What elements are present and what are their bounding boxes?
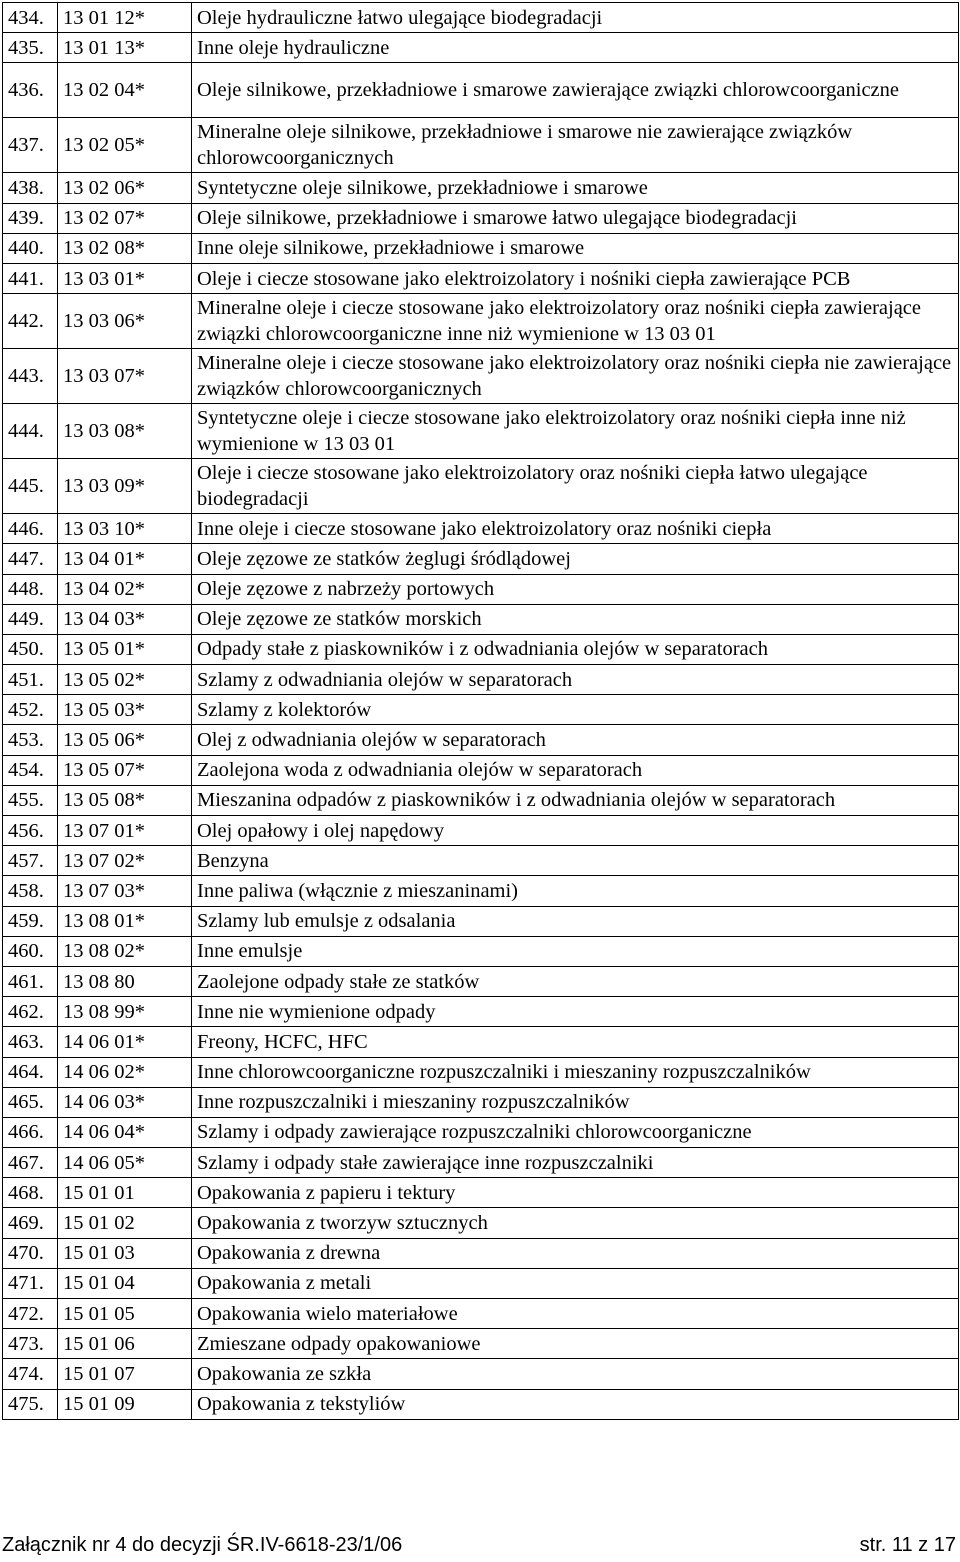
- row-number: 458.: [3, 876, 58, 906]
- waste-code: 13 05 03*: [58, 695, 192, 725]
- table-row: [3, 1329, 959, 1359]
- table-row: [3, 695, 959, 725]
- table-row: [3, 1057, 959, 1087]
- table-row: [3, 665, 959, 695]
- waste-code: 13 05 08*: [58, 785, 192, 815]
- table-row: [3, 349, 959, 404]
- row-number: 452.: [3, 695, 58, 725]
- footer-document-reference: Załącznik nr 4 do decyzji ŚR.IV-6618-23/1/06: [2, 1534, 403, 1556]
- table-row: [3, 755, 959, 785]
- waste-code: 15 01 05: [58, 1299, 192, 1329]
- row-number: 438.: [3, 173, 58, 203]
- waste-description: Szlamy i odpady zawierające rozpuszczalniki chlorowcoorganiczne: [192, 1117, 959, 1147]
- waste-code: 15 01 02: [58, 1208, 192, 1238]
- table-row: [3, 173, 959, 203]
- table-row: [3, 997, 959, 1027]
- row-number: 443.: [3, 349, 58, 404]
- row-number: 445.: [3, 459, 58, 514]
- table-row: [3, 1117, 959, 1147]
- table-row: [3, 816, 959, 846]
- table-row: [3, 203, 959, 233]
- row-number: 434.: [3, 3, 58, 33]
- row-number: 449.: [3, 604, 58, 634]
- waste-description: Inne nie wymienione odpady: [192, 997, 959, 1027]
- table-row: [3, 33, 959, 63]
- row-number: 464.: [3, 1057, 58, 1087]
- waste-code: 15 01 07: [58, 1359, 192, 1389]
- table-row: [3, 263, 959, 293]
- waste-code: 13 03 09*: [58, 459, 192, 514]
- table-row: [3, 936, 959, 966]
- row-number: 441.: [3, 263, 58, 293]
- waste-code: 15 01 09: [58, 1389, 192, 1419]
- waste-description: Oleje zęzowe z nabrzeży portowych: [192, 574, 959, 604]
- table-row: [3, 294, 959, 349]
- row-number: 442.: [3, 294, 58, 349]
- waste-code: 13 07 02*: [58, 846, 192, 876]
- waste-description: Opakowania z papieru i tektury: [192, 1178, 959, 1208]
- row-number: 450.: [3, 634, 58, 664]
- waste-code: 15 01 03: [58, 1238, 192, 1268]
- waste-description: Zaolejone odpady stałe ze statków: [192, 966, 959, 996]
- waste-description: Inne chlorowcoorganiczne rozpuszczalniki i mieszaniny rozpuszczalników: [192, 1057, 959, 1087]
- waste-codes-table: [2, 2, 959, 1420]
- row-number: 453.: [3, 725, 58, 755]
- waste-code: 13 02 04*: [58, 63, 192, 118]
- waste-description: Opakowania z metali: [192, 1268, 959, 1298]
- table-row: [3, 876, 959, 906]
- row-number: 451.: [3, 665, 58, 695]
- waste-description: Oleje silnikowe, przekładniowe i smarowe łatwo ulegające biodegradacji: [192, 203, 959, 233]
- row-number: 460.: [3, 936, 58, 966]
- waste-description: Opakowania z tworzyw sztucznych: [192, 1208, 959, 1238]
- row-number: 472.: [3, 1299, 58, 1329]
- row-number: 473.: [3, 1329, 58, 1359]
- waste-code: 13 08 99*: [58, 997, 192, 1027]
- row-number: 440.: [3, 233, 58, 263]
- waste-description: Syntetyczne oleje silnikowe, przekładniowe i smarowe: [192, 173, 959, 203]
- waste-code: 15 01 04: [58, 1268, 192, 1298]
- waste-description: Benzyna: [192, 846, 959, 876]
- waste-description: Szlamy i odpady stałe zawierające inne rozpuszczalniki: [192, 1148, 959, 1178]
- waste-description: Opakowania z drewna: [192, 1238, 959, 1268]
- waste-code: 13 04 02*: [58, 574, 192, 604]
- row-number: 455.: [3, 785, 58, 815]
- waste-description: Opakowania ze szkła: [192, 1359, 959, 1389]
- row-number: 459.: [3, 906, 58, 936]
- row-number: 437.: [3, 118, 58, 173]
- waste-code: 13 08 80: [58, 966, 192, 996]
- table-row: [3, 906, 959, 936]
- waste-description: Inne oleje silnikowe, przekładniowe i smarowe: [192, 233, 959, 263]
- waste-description: Oleje hydrauliczne łatwo ulegające biodegradacji: [192, 3, 959, 33]
- waste-description: Mineralne oleje i ciecze stosowane jako elektroizolatory oraz nośniki ciepła nie zawierające związków chlorowcoorganicznych: [192, 349, 959, 404]
- waste-description: Szlamy z odwadniania olejów w separatorach: [192, 665, 959, 695]
- waste-description: Inne paliwa (włącznie z mieszaninami): [192, 876, 959, 906]
- waste-description: Odpady stałe z piaskowników i z odwadniania olejów w separatorach: [192, 634, 959, 664]
- waste-code: 14 06 04*: [58, 1117, 192, 1147]
- row-number: 470.: [3, 1238, 58, 1268]
- table-row: [3, 3, 959, 33]
- row-number: 475.: [3, 1389, 58, 1419]
- waste-code: 13 01 12*: [58, 3, 192, 33]
- waste-description: Inne oleje i ciecze stosowane jako elektroizolatory oraz nośniki ciepła: [192, 514, 959, 544]
- footer-page-number: str. 11 z 17: [859, 1534, 956, 1556]
- row-number: 444.: [3, 404, 58, 459]
- waste-code: 13 08 02*: [58, 936, 192, 966]
- table-row: [3, 544, 959, 574]
- waste-code: 13 02 06*: [58, 173, 192, 203]
- waste-description: Olej z odwadniania olejów w separatorach: [192, 725, 959, 755]
- table-row: [3, 785, 959, 815]
- row-number: 439.: [3, 203, 58, 233]
- row-number: 467.: [3, 1148, 58, 1178]
- row-number: 446.: [3, 514, 58, 544]
- waste-code: 13 04 03*: [58, 604, 192, 634]
- waste-code: 14 06 02*: [58, 1057, 192, 1087]
- table-row: [3, 1027, 959, 1057]
- waste-description: Oleje i ciecze stosowane jako elektroizolatory i nośniki ciepła zawierające PCB: [192, 263, 959, 293]
- waste-code: 13 05 07*: [58, 755, 192, 785]
- row-number: 454.: [3, 755, 58, 785]
- waste-description: Inne emulsje: [192, 936, 959, 966]
- table-row: [3, 1087, 959, 1117]
- waste-code: 14 06 03*: [58, 1087, 192, 1117]
- table-row: [3, 1178, 959, 1208]
- waste-description: Mieszanina odpadów z piaskowników i z odwadniania olejów w separatorach: [192, 785, 959, 815]
- waste-description: Oleje silnikowe, przekładniowe i smarowe zawierające związki chlorowcoorganiczne: [192, 63, 959, 118]
- row-number: 448.: [3, 574, 58, 604]
- waste-code: 13 07 03*: [58, 876, 192, 906]
- waste-code: 13 03 01*: [58, 263, 192, 293]
- table-row: [3, 1148, 959, 1178]
- waste-description: Opakowania wielo materiałowe: [192, 1299, 959, 1329]
- waste-description: Mineralne oleje silnikowe, przekładniowe i smarowe nie zawierające związków chlorowcoorganicznych: [192, 118, 959, 173]
- row-number: 461.: [3, 966, 58, 996]
- table-row: [3, 725, 959, 755]
- row-number: 456.: [3, 816, 58, 846]
- waste-code: 13 01 13*: [58, 33, 192, 63]
- waste-description: Opakowania z tekstyliów: [192, 1389, 959, 1419]
- table-row: [3, 1208, 959, 1238]
- waste-description: Freony, HCFC, HFC: [192, 1027, 959, 1057]
- table-row: [3, 1389, 959, 1419]
- waste-description: Inne oleje hydrauliczne: [192, 33, 959, 63]
- waste-code: 15 01 01: [58, 1178, 192, 1208]
- row-number: 462.: [3, 997, 58, 1027]
- waste-code: 13 02 08*: [58, 233, 192, 263]
- waste-code: 13 05 02*: [58, 665, 192, 695]
- waste-code: 13 03 08*: [58, 404, 192, 459]
- waste-code: 13 05 06*: [58, 725, 192, 755]
- row-number: 468.: [3, 1178, 58, 1208]
- table-row: [3, 634, 959, 664]
- table-row: [3, 118, 959, 173]
- waste-code: 13 03 10*: [58, 514, 192, 544]
- row-number: 435.: [3, 33, 58, 63]
- waste-description: Olej opałowy i olej napędowy: [192, 816, 959, 846]
- waste-code: 15 01 06: [58, 1329, 192, 1359]
- waste-code: 13 03 06*: [58, 294, 192, 349]
- table-row: [3, 846, 959, 876]
- waste-description: Oleje i ciecze stosowane jako elektroizolatory oraz nośniki ciepła łatwo ulegające biodegradacji: [192, 459, 959, 514]
- waste-code: 14 06 01*: [58, 1027, 192, 1057]
- waste-description: Zaolejona woda z odwadniania olejów w separatorach: [192, 755, 959, 785]
- row-number: 436.: [3, 63, 58, 118]
- waste-description: Szlamy lub emulsje z odsalania: [192, 906, 959, 936]
- row-number: 469.: [3, 1208, 58, 1238]
- waste-code: 13 07 01*: [58, 816, 192, 846]
- waste-description: Szlamy z kolektorów: [192, 695, 959, 725]
- table-row: [3, 459, 959, 514]
- row-number: 465.: [3, 1087, 58, 1117]
- table-row: [3, 1299, 959, 1329]
- table-row: [3, 514, 959, 544]
- row-number: 457.: [3, 846, 58, 876]
- table-row: [3, 404, 959, 459]
- table-row: [3, 1238, 959, 1268]
- waste-code: 13 05 01*: [58, 634, 192, 664]
- waste-description: Syntetyczne oleje i ciecze stosowane jako elektroizolatory oraz nośniki ciepła inne niż wymienione w 13 03 01: [192, 404, 959, 459]
- waste-codes-table-body: [3, 3, 959, 1420]
- waste-code: 13 04 01*: [58, 544, 192, 574]
- table-row: [3, 604, 959, 634]
- waste-description: Inne rozpuszczalniki i mieszaniny rozpuszczalników: [192, 1087, 959, 1117]
- table-row: [3, 1268, 959, 1298]
- table-row: [3, 966, 959, 996]
- waste-code: 13 02 05*: [58, 118, 192, 173]
- waste-code: 13 08 01*: [58, 906, 192, 936]
- row-number: 466.: [3, 1117, 58, 1147]
- waste-code: 14 06 05*: [58, 1148, 192, 1178]
- row-number: 474.: [3, 1359, 58, 1389]
- table-row: [3, 574, 959, 604]
- row-number: 447.: [3, 544, 58, 574]
- waste-description: Zmieszane odpady opakowaniowe: [192, 1329, 959, 1359]
- row-number: 471.: [3, 1268, 58, 1298]
- waste-description: Oleje zęzowe ze statków morskich: [192, 604, 959, 634]
- waste-code: 13 02 07*: [58, 203, 192, 233]
- waste-description: Mineralne oleje i ciecze stosowane jako elektroizolatory oraz nośniki ciepła zawierające związki chlorowcoorganiczne inne niż wymienione w 13 03 01: [192, 294, 959, 349]
- table-row: [3, 63, 959, 118]
- waste-code: 13 03 07*: [58, 349, 192, 404]
- table-row: [3, 233, 959, 263]
- row-number: 463.: [3, 1027, 58, 1057]
- table-row: [3, 1359, 959, 1389]
- waste-description: Oleje zęzowe ze statków żeglugi śródlądowej: [192, 544, 959, 574]
